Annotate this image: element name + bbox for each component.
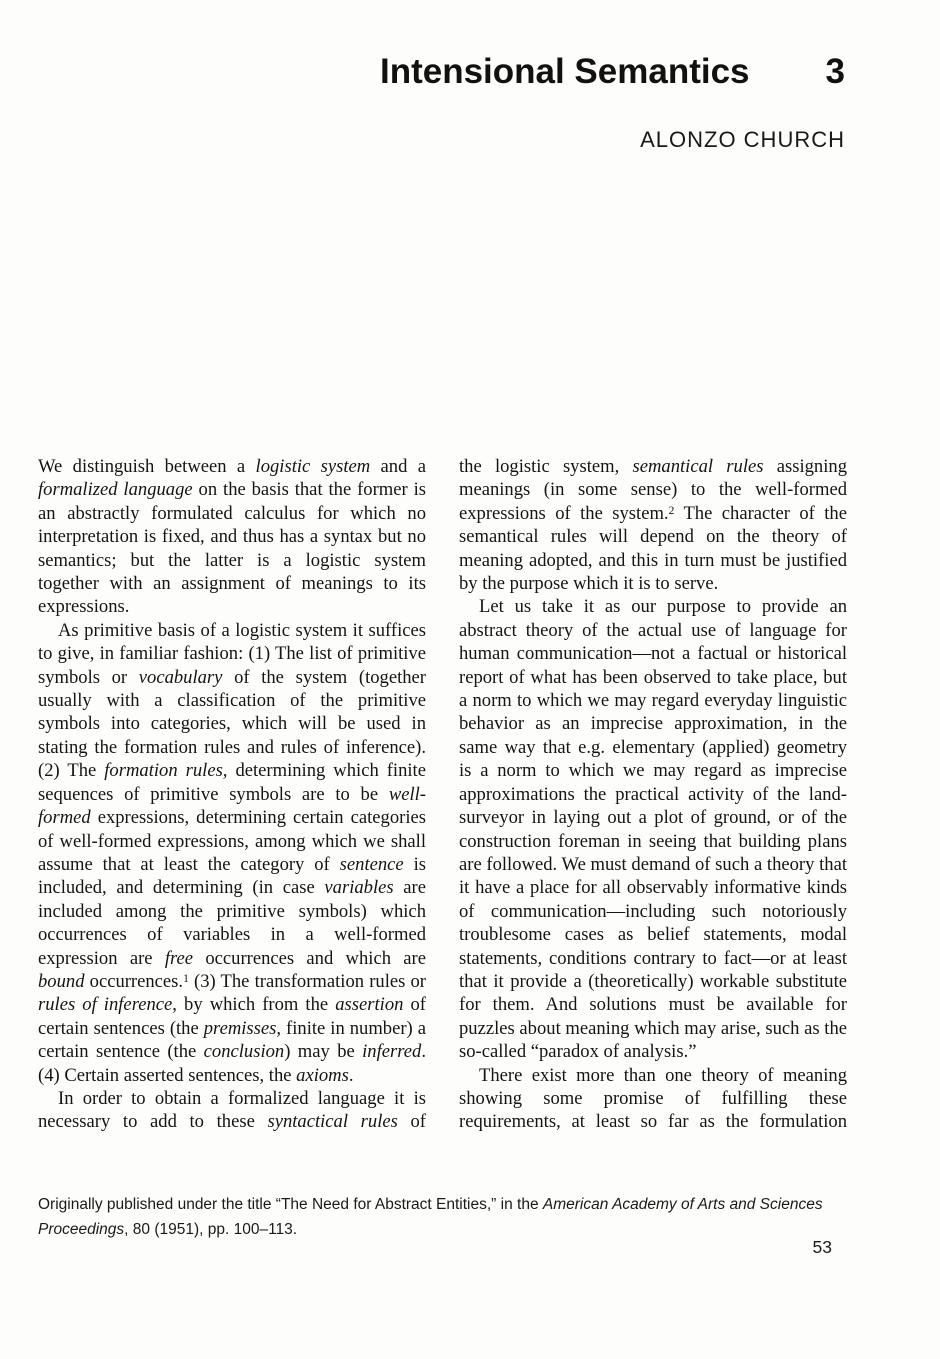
chapter-heading <box>38 52 845 92</box>
chapter-title: Intensional Semantics <box>379 52 750 91</box>
paragraph-right-3: There exist more than one theory of meaning showing some promise of fulfilling these requirements, at least so far as the formulation <box>459 1064 847 1133</box>
author-name: ALONZO CHURCH <box>640 127 845 152</box>
paragraph-left-2: As primitive basis of a logistic system it suffices to give, in familiar fashion: (1) The list of primitive symbols or vocabulary of the system (together usually with a classification of the primitive symbols into categories, which will be used in stating the formation rules and rules of inference). (2) The formation rules, determining which finite sequences of primitive symbols are to be well-formed expressions, determining certain categories of well-formed expressions, among which we shall assume that at least the category of sentence is included, and determining (in case variables are included among the primitive symbols) which occurrences of variables in a well-formed expression are free occurrences and which are bound occurrences.$^1$ (3) The transformation rules or rules of inference, by which from the assertion of certain sentences (the premisses, finite in number) a certain sentence (the conclusion) may be inferred. (4) Certain asserted sentences, the axioms. <box>38 619 427 1086</box>
footnote: Originally published under the title “The Need for Abstract Entities,” in the American Academy of Arts and Sciences Proceedings, 80 (1951), pp. 100–113. <box>38 1196 823 1238</box>
left-column <box>38 455 426 1134</box>
body-columns <box>38 455 847 1134</box>
paragraph-right-1: the logistic system, semantical rules assigning meanings (in some sense) to the well-formed expressions of the system.$^2$ The character of the semantical rules will depend on the theory of meaning adopted, and this in turn must be justified by the purpose which it is to serve. <box>459 456 847 595</box>
paragraph-left-3: In order to obtain a formalized language it is necessary to add to these syntactical rules of <box>38 1087 426 1133</box>
page-number: 53 <box>812 1237 832 1257</box>
chapter-number: 3 <box>825 52 845 91</box>
paragraph-left-1: We distinguish between a logistic system and a formalized language on the basis that the former is an abstractly formulated calculus for which no interpretation is fixed, and thus has a syntax but no semantics; but the latter is a logistic system together with an assignment of meanings to its expressions. <box>38 456 426 618</box>
paragraph-right-2: Let us take it as our purpose to provide an abstract theory of the actual use of language for human communication—not a factual or historical report of what has been observed to take place, but a norm to which we may regard everyday linguistic behavior as an imprecise approximation, in the same way that e.g. elementary (applied) geometry is a norm to which we may regard as imprecise approximations the practical activity of the land-surveyor in laying out a plot of ground, or of the construction foreman in seeing that building plans are followed. We must demand of such a theory that it have a place for all observably informative kinds of communication—including such notoriously troublesome cases as belief statements, modal statements, conditions contrary to fact—or at least that it provide a (theoretically) workable substitute for them. And solutions must be available for puzzles about meaning which may arise, such as the so-called “paradox of analysis.” <box>459 596 847 1063</box>
right-column <box>459 455 847 1134</box>
